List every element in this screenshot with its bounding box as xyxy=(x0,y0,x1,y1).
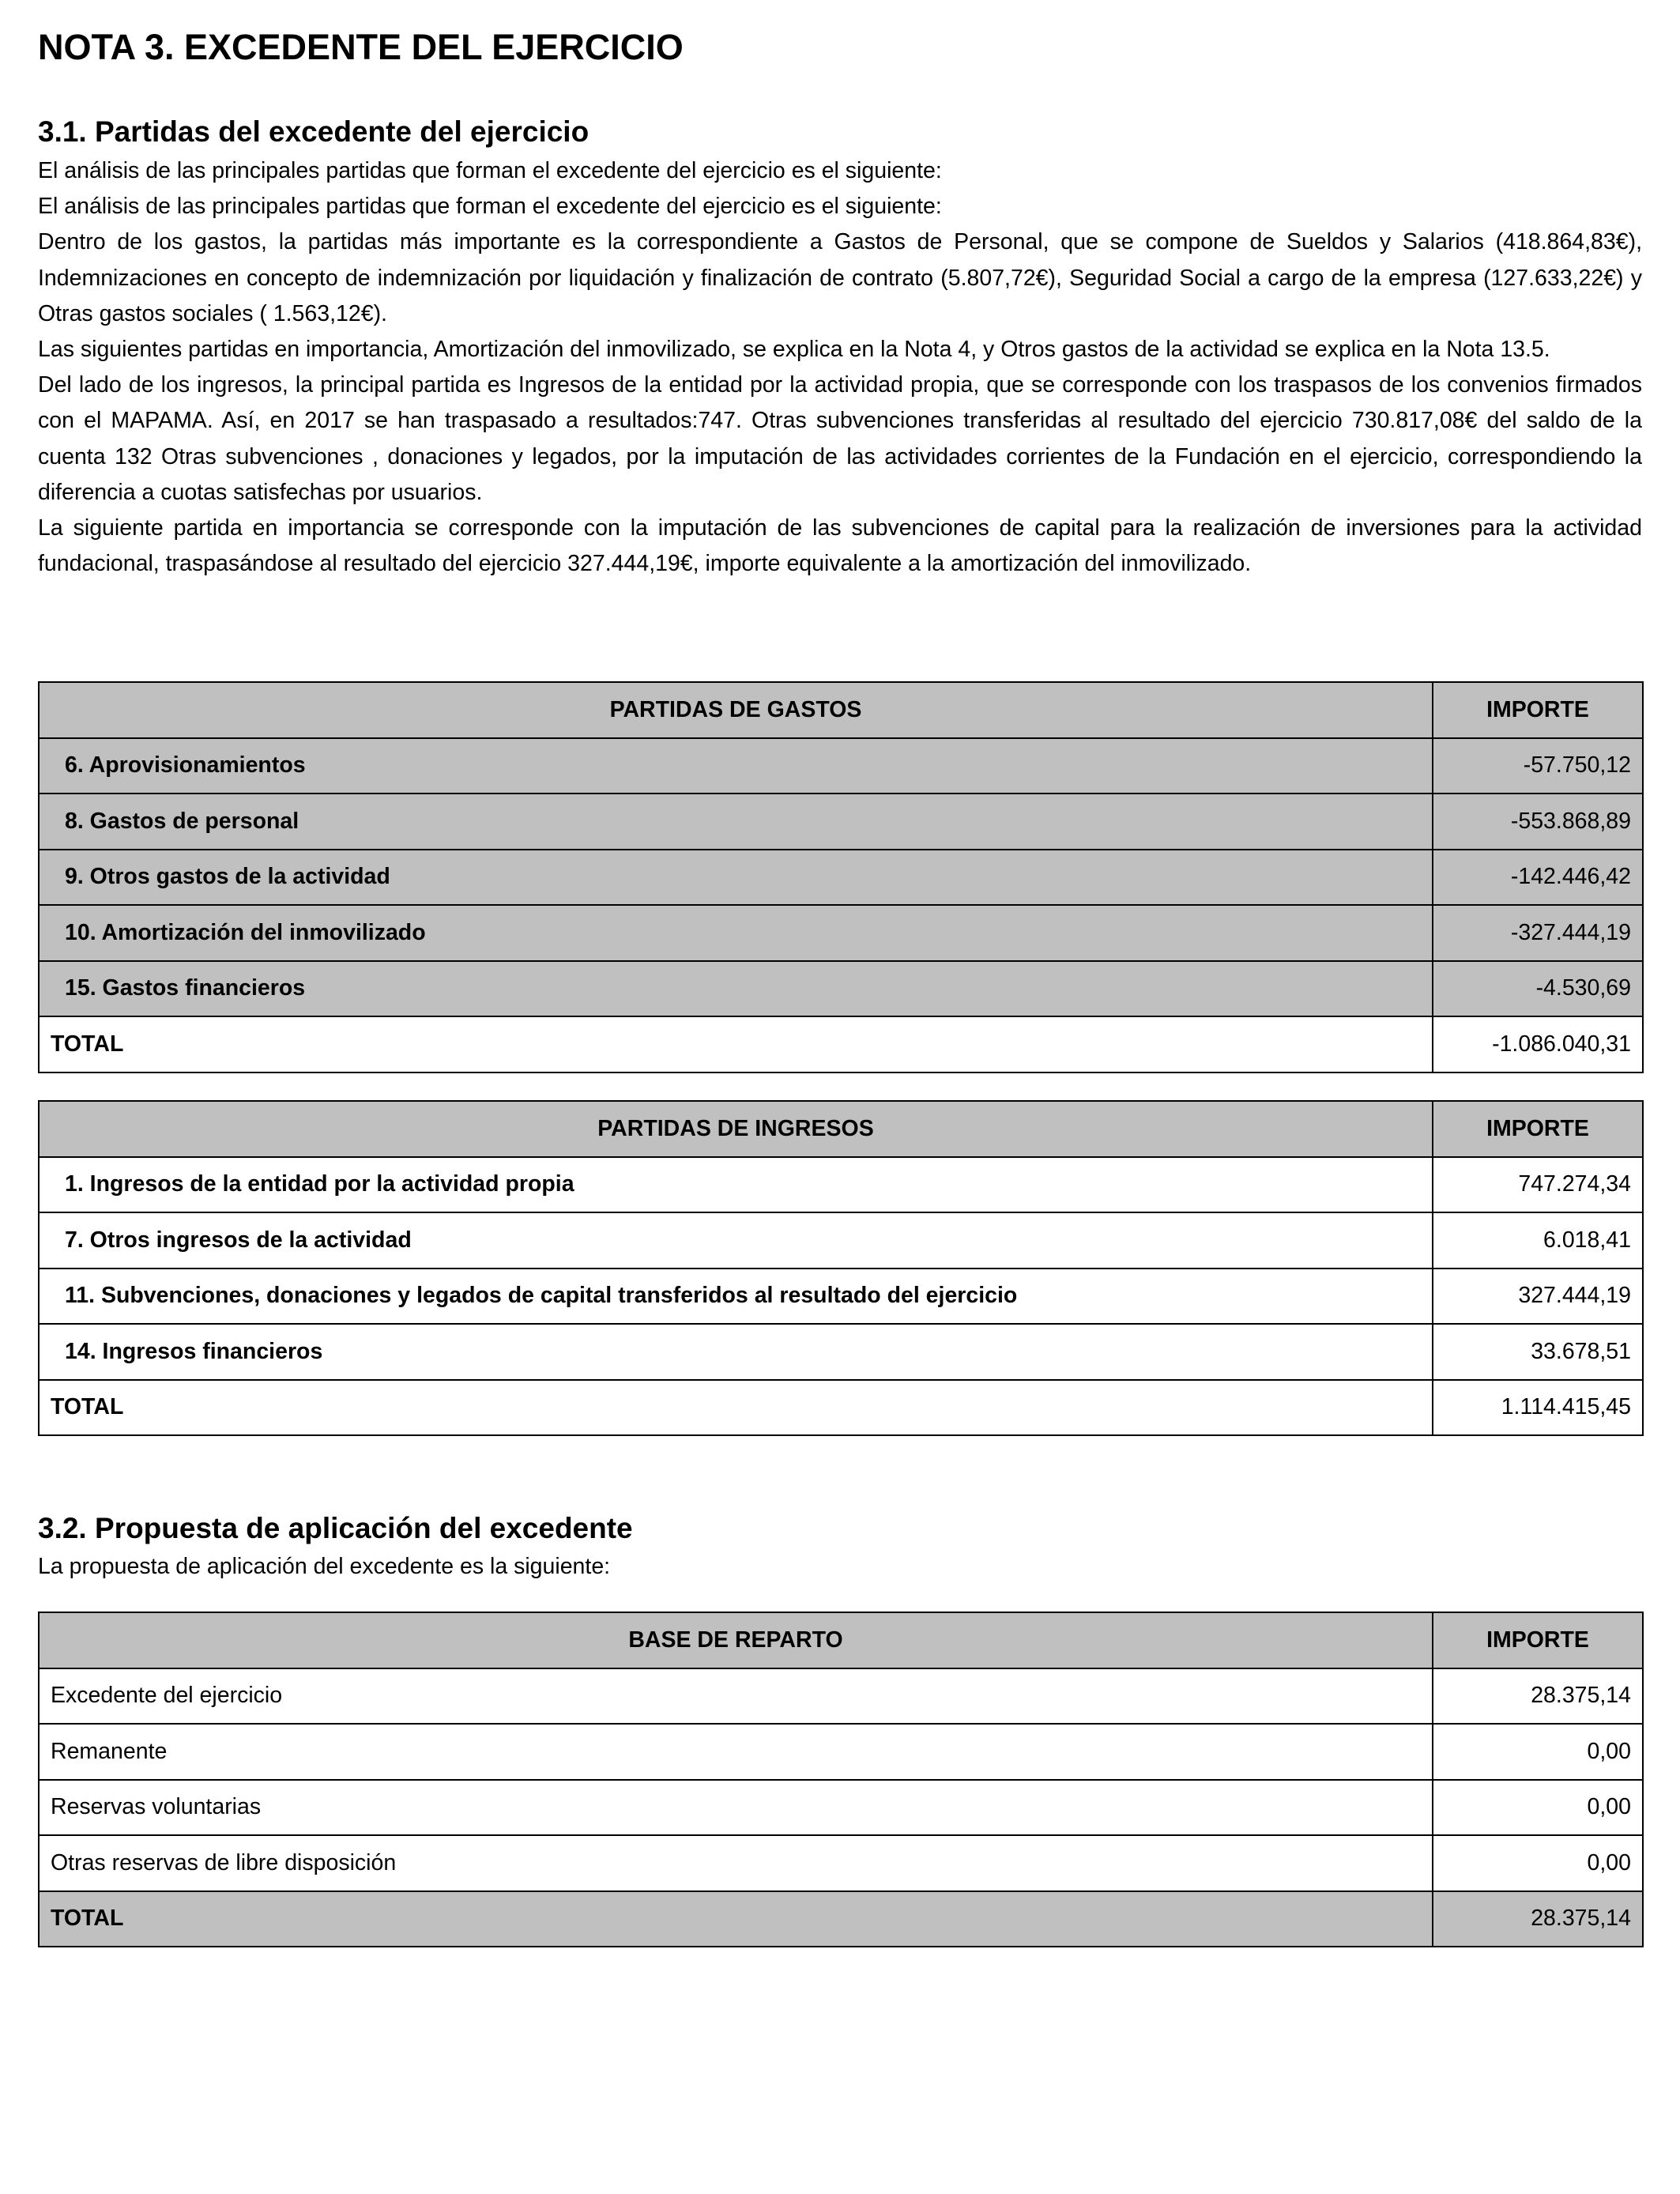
income-table xyxy=(38,1100,1644,1436)
row-label: Excedente del ejercicio xyxy=(39,1668,1433,1725)
table-row xyxy=(39,1212,1643,1269)
column-header-amount: IMPORTE xyxy=(1433,682,1643,738)
row-amount: -142.446,42 xyxy=(1433,850,1643,906)
row-amount: 0,00 xyxy=(1433,1780,1643,1836)
section-1-title: 3.1. Partidas del excedente del ejercicio xyxy=(38,115,590,148)
row-label: 14. Ingresos financieros xyxy=(39,1324,1433,1380)
column-header-amount: IMPORTE xyxy=(1433,1101,1643,1157)
table-header-row xyxy=(39,682,1643,738)
table-row xyxy=(39,1157,1643,1213)
row-amount: 6.018,41 xyxy=(1433,1212,1643,1269)
section-2-intro: La propuesta de aplicación del excedente es la siguiente: xyxy=(38,1554,611,1579)
section-1-body xyxy=(38,153,1642,582)
total-label: TOTAL xyxy=(39,1380,1433,1436)
table-row xyxy=(39,1835,1643,1891)
table-row xyxy=(39,905,1643,961)
paragraph: El análisis de las principales partidas que forman el excedente del ejercicio es el siguiente: xyxy=(38,158,942,183)
total-amount: 28.375,14 xyxy=(1433,1891,1643,1947)
row-label: Reservas voluntarias xyxy=(39,1780,1433,1836)
row-amount: -327.444,19 xyxy=(1433,905,1643,961)
distribution-table xyxy=(38,1612,1644,1947)
paragraph: Dentro de los gastos, la partidas más importante es la correspondiente a Gastos de Personal, que se compone de Sueldos y Salarios (418.864,83€), Indemnizaciones en concepto de indemnización por liquidación y finalización de contrato (5.807,72€), Seguridad Social a cargo de la empresa (127.633,22€) y Otras gastos sociales ( 1.563,12€). xyxy=(38,229,1642,326)
row-label: 15. Gastos financieros xyxy=(39,961,1433,1017)
row-label: 10. Amortización del inmovilizado xyxy=(39,905,1433,961)
row-amount: 0,00 xyxy=(1433,1835,1643,1891)
table-row xyxy=(39,1780,1643,1836)
column-header-label: PARTIDAS DE INGRESOS xyxy=(39,1101,1433,1157)
row-amount: 327.444,19 xyxy=(1433,1269,1643,1325)
page-title: NOTA 3. EXCEDENTE DEL EJERCICIO xyxy=(38,27,684,67)
total-label: TOTAL xyxy=(39,1891,1433,1947)
table-total-row xyxy=(39,1891,1643,1947)
table-row xyxy=(39,738,1643,794)
total-amount: 1.114.415,45 xyxy=(1433,1380,1643,1436)
column-header-amount: IMPORTE xyxy=(1433,1612,1643,1668)
row-amount: 28.375,14 xyxy=(1433,1668,1643,1725)
table-total-row xyxy=(39,1016,1643,1072)
row-amount: -553.868,89 xyxy=(1433,794,1643,850)
total-label: TOTAL xyxy=(39,1016,1433,1072)
total-amount: -1.086.040,31 xyxy=(1433,1016,1643,1072)
expenses-table xyxy=(38,681,1644,1073)
paragraph: Las siguientes partidas en importancia, Amortización del inmovilizado, se explica en la Nota 4, y Otros gastos de la actividad se explica en la Nota 13.5. xyxy=(38,337,1550,363)
row-amount: 0,00 xyxy=(1433,1724,1643,1780)
table-header-row xyxy=(39,1101,1643,1157)
row-label: 11. Subvenciones, donaciones y legados de capital transferidos al resultado del ejercicio xyxy=(39,1269,1433,1325)
section-2-title: 3.2. Propuesta de aplicación del excedente xyxy=(38,1512,633,1544)
table-row xyxy=(39,1324,1643,1380)
table-total-row xyxy=(39,1380,1643,1436)
row-label: Otras reservas de libre disposición xyxy=(39,1835,1433,1891)
table-row xyxy=(39,1668,1643,1725)
row-amount: 747.274,34 xyxy=(1433,1157,1643,1213)
row-amount: -4.530,69 xyxy=(1433,961,1643,1017)
paragraph: Del lado de los ingresos, la principal partida es Ingresos de la entidad por la actividad propia, que se corresponde con los traspasos de los convenios firmados con el MAPAMA. Así, en 2017 se han traspasado a resultados:747. Otras subvenciones transferidas al resultado del ejercicio 730.817,08€ del saldo de la cuenta 132 Otras subvenciones , donaciones y legados, por la imputación de las actividades corrientes de la Fundación en el ejercicio, correspondiendo la diferencia a cuotas satisfechas por usuarios. xyxy=(38,372,1642,505)
row-label: 6. Aprovisionamientos xyxy=(39,738,1433,794)
table-row xyxy=(39,850,1643,906)
table-row xyxy=(39,794,1643,850)
column-header-label: BASE DE REPARTO xyxy=(39,1612,1433,1668)
paragraph: El análisis de las principales partidas que forman el excedente del ejercicio es el siguiente: xyxy=(38,194,942,220)
table-row xyxy=(39,1269,1643,1325)
row-amount: 33.678,51 xyxy=(1433,1324,1643,1380)
table-header-row xyxy=(39,1612,1643,1668)
table-row xyxy=(39,1724,1643,1780)
row-label: 9. Otros gastos de la actividad xyxy=(39,850,1433,906)
row-label: 8. Gastos de personal xyxy=(39,794,1433,850)
column-header-label: PARTIDAS DE GASTOS xyxy=(39,682,1433,738)
row-label: 1. Ingresos de la entidad por la actividad propia xyxy=(39,1157,1433,1213)
table-row xyxy=(39,961,1643,1017)
row-label: 7. Otros ingresos de la actividad xyxy=(39,1212,1433,1269)
row-amount: -57.750,12 xyxy=(1433,738,1643,794)
paragraph: La siguiente partida en importancia se corresponde con la imputación de las subvenciones de capital para la realización de inversiones para la actividad fundacional, traspasándose al resultado del ejercicio 327.444,19€, importe equivalente a la amortización del inmovilizado. xyxy=(38,515,1642,577)
row-label: Remanente xyxy=(39,1724,1433,1780)
